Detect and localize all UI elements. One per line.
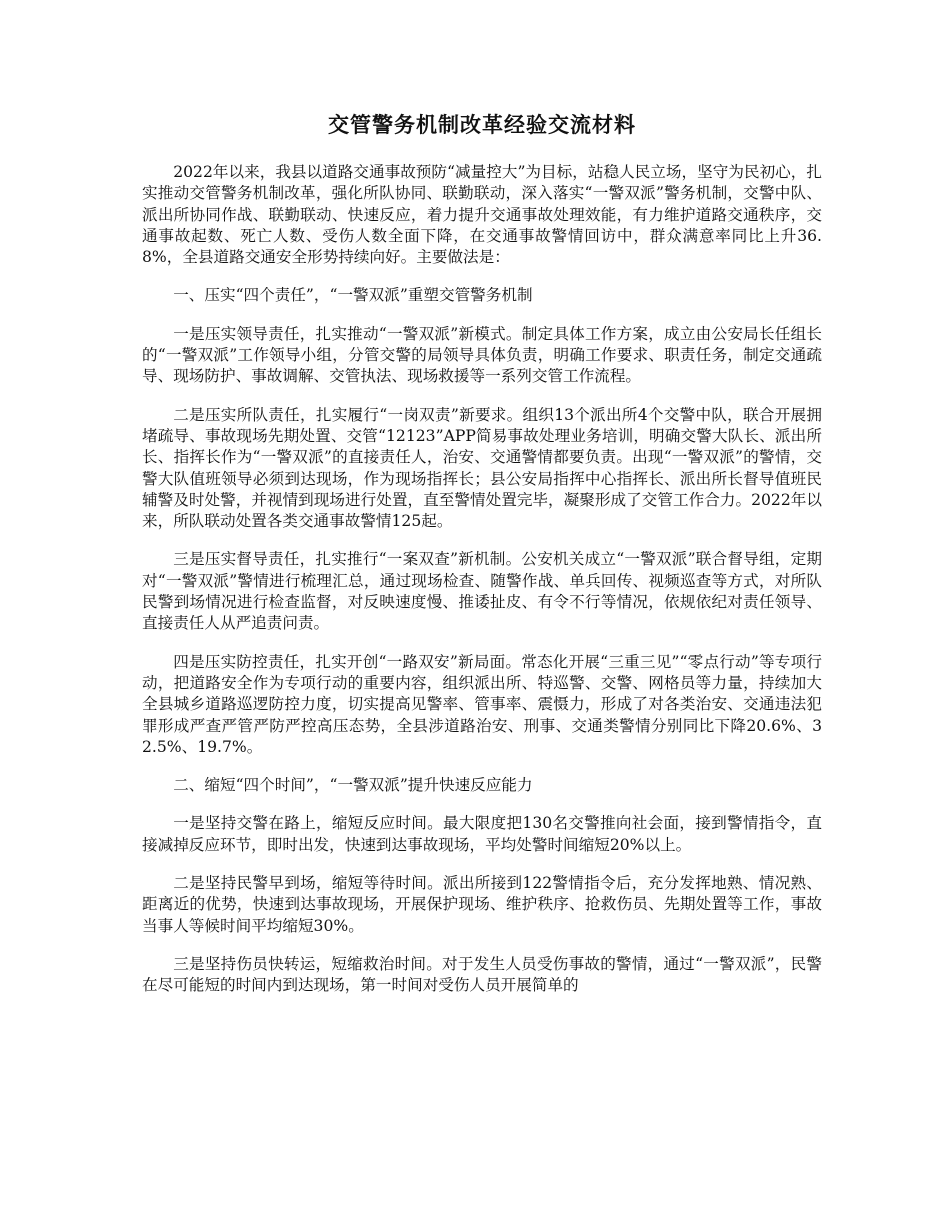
paragraph-leadership-responsibility: 一是压实领导责任，扎实推动“一警双派”新模式。制定具体工作方案，成立由公安局长任组长的“一警双派”工作领导小组，分管交警的局领导具体负责，明确工作要求、职责任务，制定交通疏导、现场防护、事故调解、交管执法、现场救援等一系列交管工作流程。 (142, 324, 822, 386)
document-title: 交管警务机制改革经验交流材料 (328, 113, 636, 137)
document-page (142, 110, 822, 1014)
paragraph-reaction-time: 一是坚持交警在路上，缩短反应时间。最大限度把130名交警推向社会面，接到警情指令，直接减掉反应环节，即时出发，快速到达事故现场，平均处警时间缩短20%以上。 (142, 814, 822, 854)
intro-paragraph: 2022年以来，我县以道路交通事故预防“减量控大”为目标，站稳人民立场，坚守为民初心，扎实推动交管警务机制改革，强化所队协同、联勤联动，深入落实“一警双派”警务机制，交警中队、派出所协同作战、联勤联动、快速反应，着力提升交通事故处理效能，有力维护道路交通秩序，交通事故起数、死亡人数、受伤人数全面下降，在交通事故警情回访中，群众满意率同比上升36.8%，全县道路交通安全形势持续向好。主要做法是： (142, 163, 822, 267)
paragraph-treatment-time: 三是坚持伤员快转运，短缩救治时间。对于发生人员受伤事故的警情，通过“一警双派”，民警在尽可能短的时间内到达现场，第一时间对受伤人员开展简单的 (142, 954, 822, 995)
section-heading-1: 一、压实“四个责任”，“一警双派”重塑交管警务机制 (173, 286, 533, 305)
section-heading-2: 二、缩短“四个时间”，“一警双派”提升快速反应能力 (173, 776, 533, 795)
paragraph-unit-responsibility: 二是压实所队责任，扎实履行“一岗双责”新要求。组织13个派出所4个交警中队，联合开展拥堵疏导、事故现场先期处置、交管“12123”APP简易事故处理业务培训，明确交警大队长、派出所长、指挥长作为“一警双派”的直接责任人，治安、交通警情都要负责。出现“一警双派”的警情，交警大队值班领导必须到达现场，作为现场指挥长；县公安局指挥中心指挥长、派出所长督导值班民辅警及时处警，并视情到现场进行处置，直至警情处置完毕，凝聚形成了交管工作合力。2022年以来，所队联动处置各类交通事故警情125起。 (142, 405, 822, 531)
paragraph-prevention-responsibility: 四是压实防控责任，扎实开创“一路双安”新局面。常态化开展“三重三见”“零点行动”等专项行动，把道路安全作为专项行动的重要内容，组织派出所、特巡警、交警、网格员等力量，持续加大全县城乡道路巡逻防控力度，切实提高见警率、管事率、震慑力，形成了对各类治安、交通违法犯罪形成严查严管严防严控高压态势，全县涉道路治安、刑事、交通类警情分别同比下降20.6%、32.5%、19.7%。 (142, 652, 822, 756)
paragraph-supervision-responsibility: 三是压实督导责任，扎实推行“一案双查”新机制。公安机关成立“一警双派”联合督导组，定期对“一警双派”警情进行梳理汇总，通过现场检查、随警作战、单兵回传、视频巡查等方式，对所队民警到场情况进行检查监督，对反映速度慢、推诿扯皮、有令不行等情况，依规依纪对责任领导、直接责任人从严追责问责。 (142, 550, 822, 633)
paragraph-waiting-time: 二是坚持民警早到场，缩短等待时间。派出所接到122警情指令后，充分发挥地熟、情况熟、距离近的优势，快速到达事故现场，开展保护现场、维护秩序、抢救伤员、先期处置等工作，事故当事人等候时间平均缩短30%。 (142, 874, 822, 935)
